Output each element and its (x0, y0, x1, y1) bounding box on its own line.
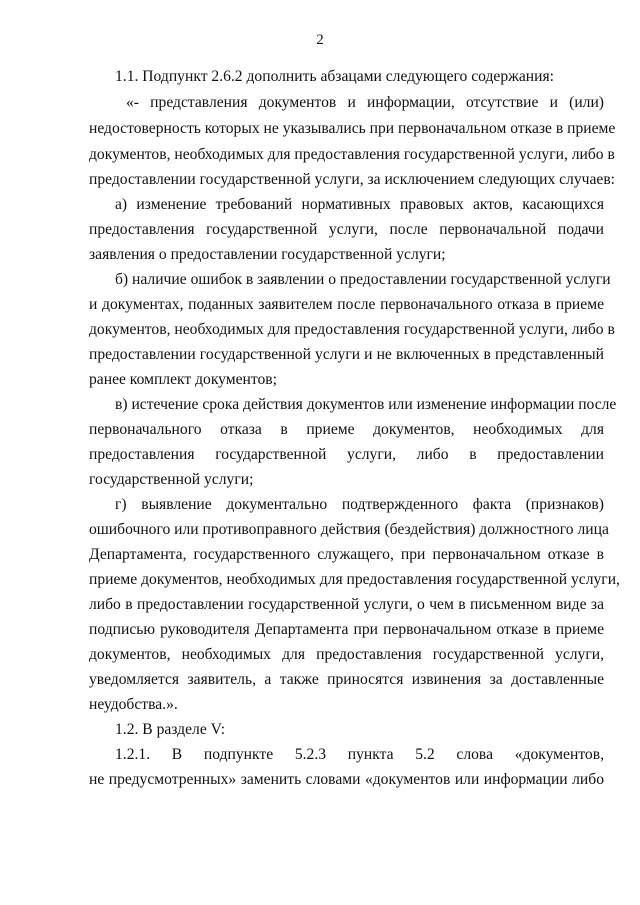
paragraph-line: предоставлении государственной услуги, за исключением следующих случаев: (89, 171, 616, 188)
paragraph-line: Департамента, государственного служащего, при первоначальном отказе в (89, 546, 604, 563)
item-a-line: а) изменение требований нормативных правовых актов, касающихся (115, 196, 604, 213)
section-1-2-line: 1.2. В разделе V: (115, 721, 226, 738)
item-v-line: в) истечение срока действия документов или изменение информации после (115, 396, 617, 413)
paragraph-line: предоставлении государственной услуги и не включенных в представленный (89, 346, 604, 363)
quote-intro-line: «- представления документов и информации, отсутствие и (или) (126, 94, 604, 111)
paragraph-1-2-1-line: 1.2.1. В подпункте 5.2.3 пункта 5.2 слова «документов, (115, 746, 604, 763)
paragraph-line: приеме документов, необходимых для предоставления государственной услуги, (89, 571, 620, 588)
paragraph-line: ранее комплект документов; (89, 371, 277, 388)
paragraph-line: первоначального отказа в приеме документов, необходимых для (89, 421, 604, 438)
paragraph-line: предоставления государственной услуги, после первоначальной подачи (89, 221, 604, 238)
paragraph-line: не предусмотренных» заменить словами «документов или информации либо (89, 771, 604, 788)
item-g-line: г) выявление документально подтвержденного факта (признаков) (115, 496, 604, 513)
paragraph-line: заявления о предоставлении государственной услуги; (89, 246, 446, 263)
paragraph-line: неудобства.». (89, 696, 178, 713)
paragraph-line: ошибочного или противоправного действия (бездействия) должностного лица (89, 521, 609, 538)
paragraph-line: уведомляется заявитель, а также приносятся извинения за доставленные (89, 671, 604, 688)
paragraph-line: подписью руководителя Департамента при первоначальном отказе в приеме (89, 621, 604, 638)
paragraph-line: и документах, поданных заявителем после первоначального отказа в приеме (89, 296, 604, 313)
paragraph-line: недостоверность которых не указывались при первоначальном отказе в приеме (89, 120, 616, 137)
paragraph-line: предоставления государственной услуги, либо в предоставлении (89, 446, 604, 463)
paragraph-line: либо в предоставлении государственной услуги, о чем в письменном виде за (89, 596, 604, 613)
paragraph-line: документов, необходимых для предоставления государственной услуги, либо в (89, 146, 615, 163)
paragraph-line: документов, необходимых для предоставления государственной услуги, либо в (89, 321, 615, 338)
paragraph-line: государственной услуги; (89, 471, 254, 488)
paragraph-1-1-line: 1.1. Подпункт 2.6.2 дополнить абзацами следующего содержания: (115, 68, 555, 85)
item-b-line: б) наличие ошибок в заявлении о предоставлении государственной услуги (115, 271, 611, 288)
paragraph-line: документов, необходимых для предоставления государственной услуги, (89, 646, 604, 663)
page-number: 2 (316, 32, 324, 48)
